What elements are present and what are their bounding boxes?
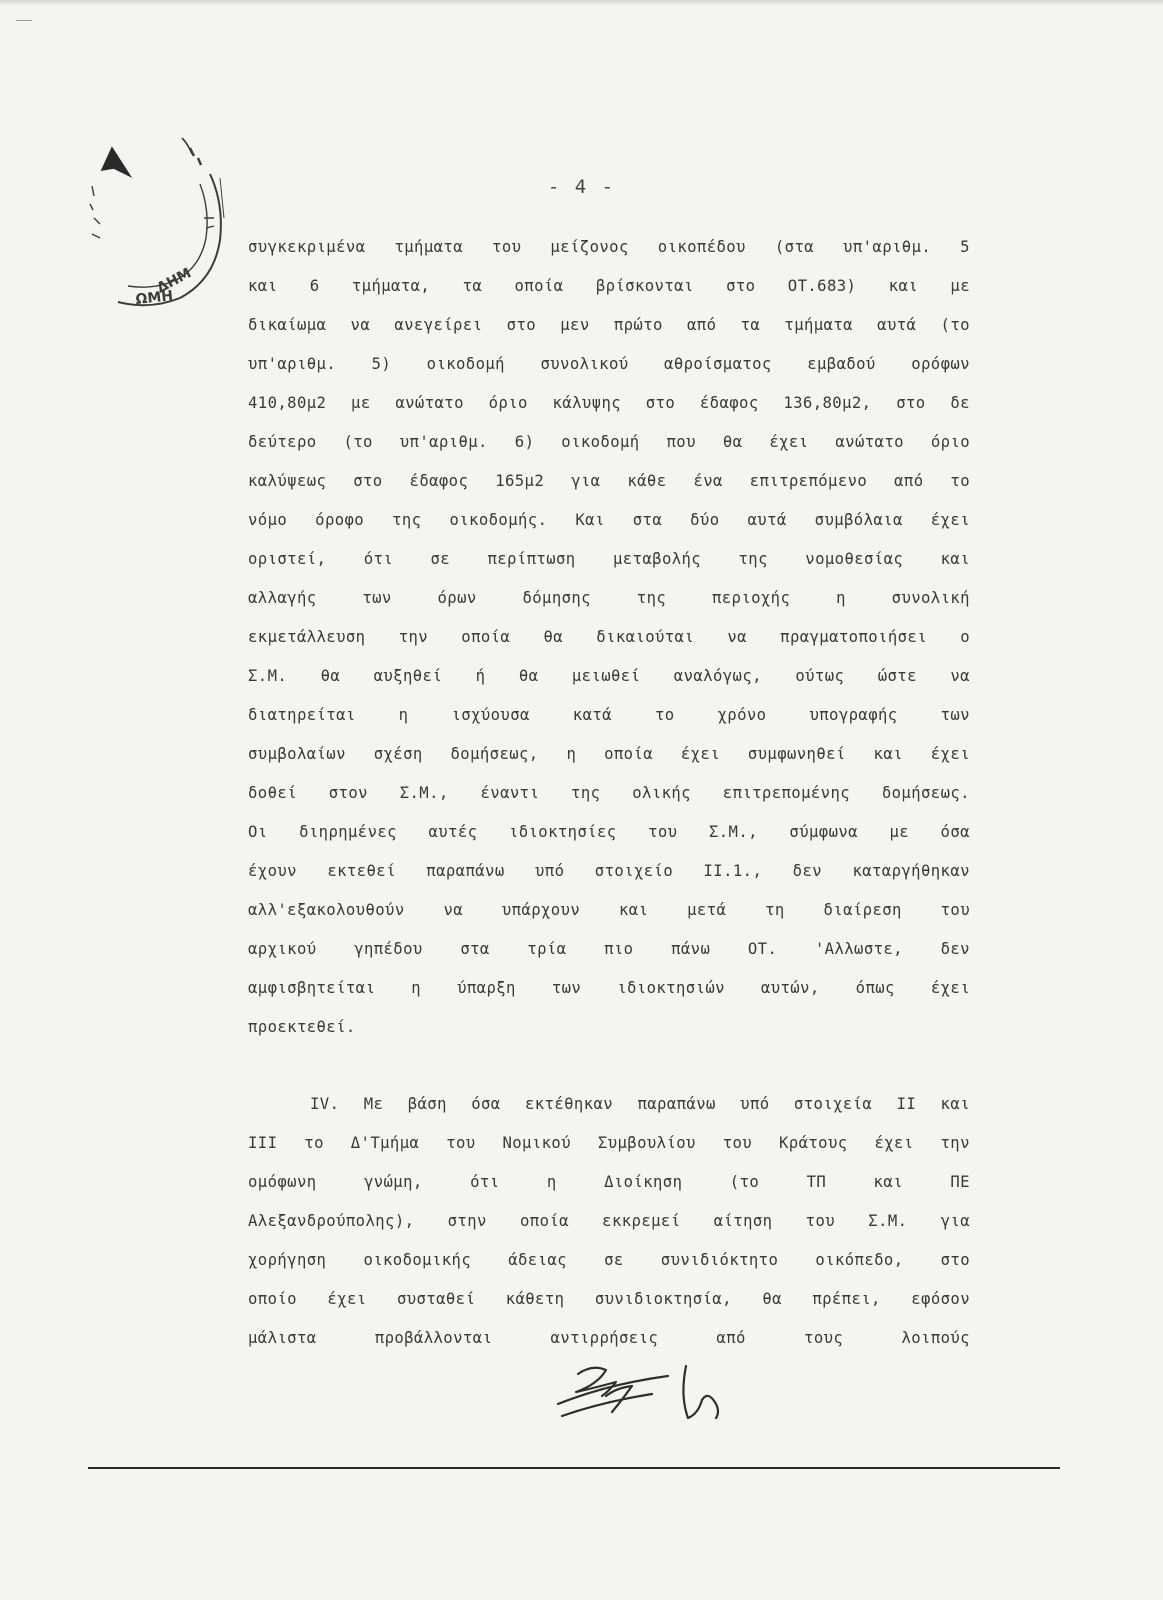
paragraph-gap	[248, 1047, 970, 1085]
text-line: και 6 τμήματα, τα οποία βρίσκονται στο ΟΤ.683) και με	[248, 277, 970, 295]
text-line: διατηρείται η ισχύουσα κατά το χρόνο υπογραφής των	[248, 706, 970, 724]
scan-edge	[0, 0, 1163, 6]
page-number: - 4 -	[547, 176, 616, 198]
document-body	[248, 228, 970, 1358]
text-line: μάλιστα προβάλλονται αντιρρήσεις από τους λοιπούς	[248, 1329, 970, 1347]
text-line: οποίο έχει συσταθεί κάθετη συνιδιοκτησία, θα πρέπει, εφόσον	[248, 1290, 970, 1308]
paragraph-iv	[248, 1085, 970, 1358]
text-line: συμβολαίων σχέση δομήσεως, η οποία έχει συμφωνηθεί και έχει	[248, 745, 970, 763]
text-line: χορήγηση οικοδομικής άδειας σε συνιδιόκτητο οικόπεδο, στο	[248, 1251, 970, 1269]
text-line: δικαίωμα να ανεγείρει στο μεν πρώτο από τα τμήματα αυτά (το	[248, 316, 970, 334]
text-line: αλλ'εξακολουθούν να υπάρχουν και μετά τη διαίρεση του	[248, 901, 970, 919]
text-line: νόμο όροφο της οικοδομής. Και στα δύο αυτά συμβόλαια έχει	[248, 511, 970, 529]
text-line: Σ.Μ. θα αυξηθεί ή θα μειωθεί αναλόγως, ούτως ώστε να	[248, 667, 970, 685]
svg-text:ΔΗΜ: ΔΗΜ	[154, 265, 195, 297]
stamp-seal-icon	[82, 118, 242, 318]
paragraph-continuation	[248, 228, 970, 1047]
svg-text:ΩΜΗ: ΩΜΗ	[134, 288, 174, 308]
text-line: εκμετάλλευση την οποία θα δικαιούται να πραγματοποιήσει ο	[248, 628, 970, 646]
text-line: δεύτερο (το υπ'αριθμ. 6) οικοδομή που θα έχει ανώτατο όριο	[248, 433, 970, 451]
text-line: προεκτεθεί.	[248, 1018, 356, 1036]
text-line: δοθεί στον Σ.Μ., έναντι της ολικής επιτρεπομένης δομήσεως.	[248, 784, 970, 802]
text-line: έχουν εκτεθεί παραπάνω υπό στοιχείο ΙΙ.1., δεν καταργήθηκαν	[248, 862, 970, 880]
text-line: αρχικού γηπέδου στα τρία πιο πάνω ΟΤ. 'Αλλωστε, δεν	[248, 940, 970, 958]
corner-mark	[16, 20, 32, 21]
text-line: Οι διηρημένες αυτές ιδιοκτησίες του Σ.Μ., σύμφωνα με όσα	[248, 823, 970, 841]
text-line: υπ'αριθμ. 5) οικοδομή συνολικού αθροίσματος εμβαδού ορόφων	[248, 355, 970, 373]
text-line: αμφισβητείται η ύπαρξη των ιδιοκτησιών αυτών, όπως έχει	[248, 979, 970, 997]
text-line: ομόφωνη γνώμη, ότι η Διοίκηση (το ΤΠ και ΠΕ	[248, 1173, 970, 1191]
text-line: οριστεί, ότι σε περίπτωση μεταβολής της νομοθεσίας και	[248, 550, 970, 568]
text-line: Αλεξανδρούπολης), στην οποία εκκρεμεί αίτηση του Σ.Μ. για	[248, 1212, 970, 1230]
text-line: αλλαγής των όρων δόμησης της περιοχής η συνολική	[248, 589, 970, 607]
handwritten-signature	[548, 1356, 748, 1436]
text-line: καλύψεως στο έδαφος 165μ2 για κάθε ένα επιτρεπόμενο από το	[248, 472, 970, 490]
text-line: 410,80μ2 με ανώτατο όριο κάλυψης στο έδαφος 136,80μ2, στο δε	[248, 394, 970, 412]
text-line: ΙΙΙ το Δ'Τμήμα του Νομικού Συμβουλίου του Κράτους έχει την	[248, 1134, 970, 1152]
footer-rule	[88, 1467, 1060, 1469]
text-line: συγκεκριμένα τμήματα του μείζονος οικοπέδου (στα υπ'αριθμ. 5	[248, 238, 970, 256]
text-line: ΙV. Με βάση όσα εκτέθηκαν παραπάνω υπό στοιχεία ΙΙ και	[310, 1095, 970, 1113]
